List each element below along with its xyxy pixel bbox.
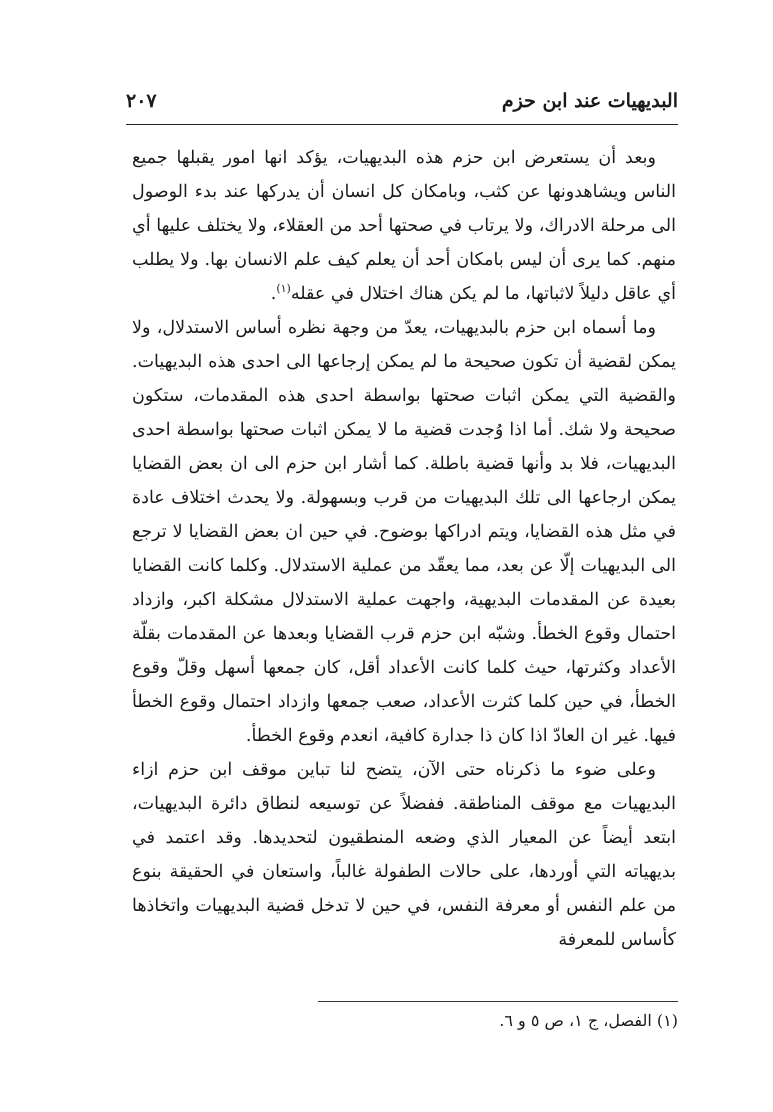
paragraph-3-text: وعلى ضوء ما ذكرناه حتى الآن، يتضح لنا تباين موقف ابن حزم ازاء البديهيات مع موقف المناطقة. ففضلاً عن توسيعه لنطاق دائرة البديهيات، ابتعد أيضاً عن المعيار الذي وضعه المنطقيون لتحديدها. وقد اعتمد في بديهياته التي أوردها، على حالات الطفولة غالباً، واستعان في الحقيقة بنوع من علم النفس أو معرفة النفس، في حين لا تدخل قضية البديهيات واتخاذها كأساس للمعرفة <box>132 760 676 950</box>
running-title: البديهيات عند ابن حزم <box>501 90 678 112</box>
footnote-divider <box>318 1001 678 1002</box>
footnote: (١) الفصل، ج ١، ص ٥ و ٦. <box>499 1011 678 1030</box>
paragraph-1-end: . <box>270 284 277 304</box>
paragraph-2 <box>132 311 676 753</box>
paragraph-1 <box>132 141 676 311</box>
paragraph-3 <box>132 753 676 957</box>
paragraph-1-text: وبعد أن يستعرض ابن حزم هذه البديهيات، يؤكد انها امور يقبلها جميع الناس ويشاهدونها عن كثب، وبامكان كل انسان أن يدركها عند بدء الوصول الى مرحلة الادراك، ولا يرتاب في صحتها أحد من العقلاء، ولا يختلف عليها أي منهم. كما يرى أن ليس بامكان أحد أن يعلم كيف علم الانسان بها. ولا يطلب أي عاقل دليلاً لاثباتها، ما لم يكن هناك اختلال في عقله <box>132 148 676 304</box>
paragraph-2-text: وما أسماه ابن حزم بالبديهيات، يعدّ من وجهة نظره أساس الاستدلال، ولا يمكن لقضية أن تكون صحيحة ما لم يمكن إرجاعها الى احدى هذه البديهيات. والقضية التي يمكن اثبات صحتها بواسطة احدى هذه المقدمات، ستكون صحيحة ولا شك. أما اذا وُجدت قضية ما لا يمكن اثبات صحتها بواسطة احدى البديهيات، فلا بد وأنها قضية باطلة. كما أشار ابن حزم الى ان بعض القضايا يمكن ارجاعها الى تلك البديهيات من قرب وبسهولة. ولا يحدث اختلاف عادة في مثل هذه القضايا، ويتم ادراكها بوضوح. في حين ان بعض القضايا لا ترجع الى البديهيات إلّا عن بعد، مما يعقّد من عملية الاستدلال. وكلما كانت القضايا بعيدة عن المقدمات البديهية، واجهت عملية الاستدلال مشكلة اكبر، وازداد احتمال وقوع الخطأ. وشبّه ابن حزم قرب القضايا وبعدها عن المقدمات بقلّة الأعداد وكثرتها، حيث كلما كانت الأعداد أقل، كان جمعها أسهل وقلّ وقوع الخطأ، في حين كلما كثرت الأعداد، صعب جمعها وازداد احتمال وقوع الخطأ فيها. غير ان العادّ اذا كان ذا جدارة كافية، انعدم وقوع الخطأ. <box>132 318 676 746</box>
body-text <box>132 141 676 957</box>
page-number: ٢٠٧ <box>126 90 157 112</box>
running-header <box>126 88 678 125</box>
footnote-reference: (١) <box>276 282 291 296</box>
